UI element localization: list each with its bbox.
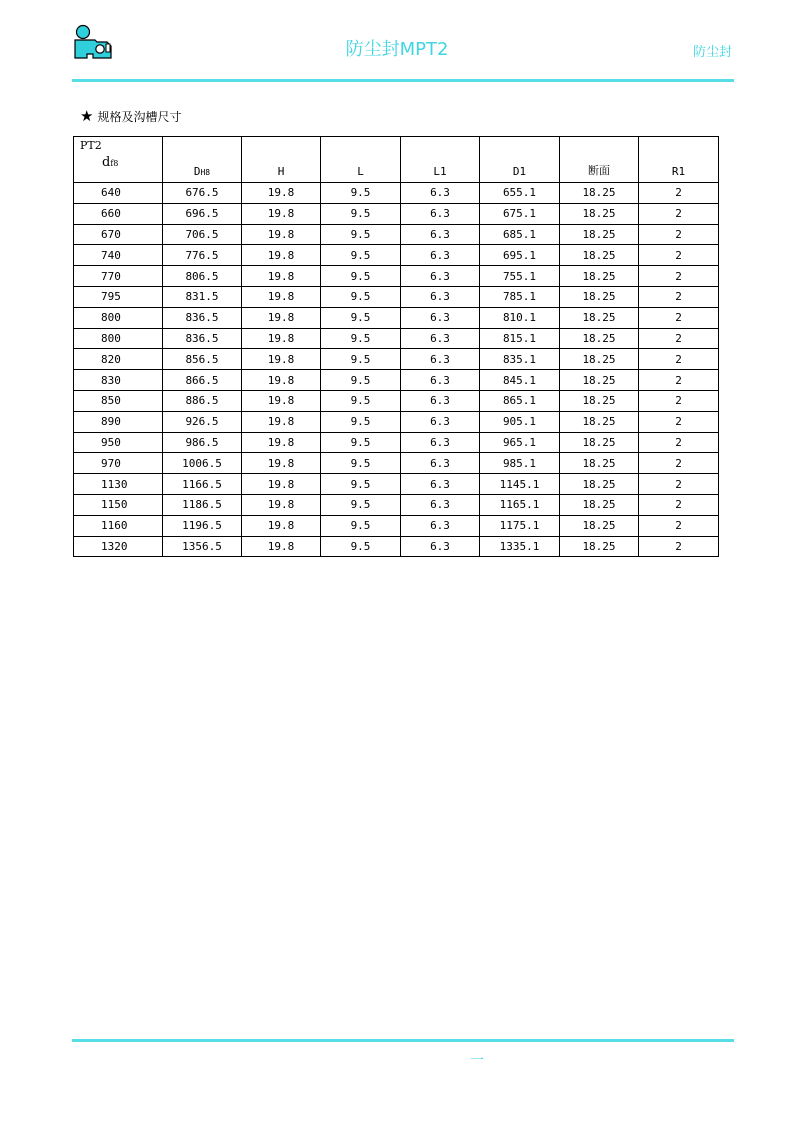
- table-cell: 820: [74, 349, 163, 370]
- table-cell: 740: [74, 245, 163, 266]
- table-cell: 2: [639, 266, 719, 287]
- section-heading: [80, 107, 181, 126]
- table-row: [74, 515, 719, 536]
- header-label-sub: H8: [200, 168, 211, 177]
- table-cell: 2: [639, 245, 719, 266]
- header-cell: [163, 137, 242, 183]
- table-cell: 890: [74, 411, 163, 432]
- table-cell: 836.5: [163, 307, 242, 328]
- table-row: [74, 245, 719, 266]
- table-cell: 18.25: [560, 432, 639, 453]
- table-cell: 1320: [74, 536, 163, 557]
- table-cell: 640: [74, 183, 163, 204]
- table-cell: 986.5: [163, 432, 242, 453]
- table-cell: 850: [74, 390, 163, 411]
- table-cell: 19.8: [242, 474, 321, 495]
- table-cell: 9.5: [321, 224, 401, 245]
- table-cell: 800: [74, 307, 163, 328]
- header-cell: [480, 137, 560, 183]
- table-cell: 2: [639, 307, 719, 328]
- table-cell: 19.8: [242, 203, 321, 224]
- table-cell: 9.5: [321, 453, 401, 474]
- table-cell: 6.3: [401, 474, 480, 495]
- table-cell: 19.8: [242, 453, 321, 474]
- table-cell: 865.1: [480, 390, 560, 411]
- table-cell: 2: [639, 494, 719, 515]
- table-cell: 675.1: [480, 203, 560, 224]
- table-cell: 785.1: [480, 286, 560, 307]
- page-number: 一: [470, 1053, 484, 1069]
- corner-d-main: d: [102, 155, 111, 170]
- table-cell: 831.5: [163, 286, 242, 307]
- table-cell: 6.3: [401, 432, 480, 453]
- table-cell: 6.3: [401, 183, 480, 204]
- table-cell: 19.8: [242, 245, 321, 266]
- table-cell: 815.1: [480, 328, 560, 349]
- table-row: [74, 203, 719, 224]
- section-heading-text: 规格及沟槽尺寸: [97, 110, 182, 124]
- star-icon: ★: [80, 107, 94, 125]
- table-cell: 9.5: [321, 245, 401, 266]
- table-cell: 6.3: [401, 390, 480, 411]
- table-cell: 19.8: [242, 349, 321, 370]
- corner-d-sub: f8: [110, 159, 119, 168]
- table-cell: 905.1: [480, 411, 560, 432]
- table-cell: 9.5: [321, 494, 401, 515]
- table-cell: 18.25: [560, 245, 639, 266]
- table-row: [74, 286, 719, 307]
- table-cell: 800: [74, 328, 163, 349]
- table-cell: 655.1: [480, 183, 560, 204]
- table-cell: 926.5: [163, 411, 242, 432]
- table-cell: 19.8: [242, 183, 321, 204]
- table-row: [74, 432, 719, 453]
- table-cell: 770: [74, 266, 163, 287]
- header-cell-corner: [74, 137, 163, 183]
- table-cell: 6.3: [401, 307, 480, 328]
- table-cell: 2: [639, 411, 719, 432]
- table-cell: 9.5: [321, 286, 401, 307]
- table-cell: 1165.1: [480, 494, 560, 515]
- table-cell: 2: [639, 286, 719, 307]
- table-cell: 9.5: [321, 266, 401, 287]
- table-cell: 866.5: [163, 370, 242, 391]
- table-cell: 2: [639, 515, 719, 536]
- table-cell: 2: [639, 224, 719, 245]
- table-cell: 696.5: [163, 203, 242, 224]
- table-row: [74, 411, 719, 432]
- table-cell: 6.3: [401, 349, 480, 370]
- table-cell: 19.8: [242, 286, 321, 307]
- table-cell: 6.3: [401, 411, 480, 432]
- table-cell: 9.5: [321, 349, 401, 370]
- table-cell: 695.1: [480, 245, 560, 266]
- table-cell: 19.8: [242, 390, 321, 411]
- table-cell: 19.8: [242, 370, 321, 391]
- table-cell: 9.5: [321, 390, 401, 411]
- table-cell: 2: [639, 349, 719, 370]
- spec-table-body: [74, 183, 719, 557]
- table-cell: 9.5: [321, 328, 401, 349]
- table-cell: 19.8: [242, 307, 321, 328]
- header-category-label: 防尘封: [692, 45, 732, 60]
- table-cell: 985.1: [480, 453, 560, 474]
- footer-divider: [72, 1039, 734, 1042]
- spec-table: [73, 136, 719, 557]
- table-row: [74, 224, 719, 245]
- table-cell: 19.8: [242, 494, 321, 515]
- table-cell: 776.5: [163, 245, 242, 266]
- table-cell: 970: [74, 453, 163, 474]
- table-cell: 1196.5: [163, 515, 242, 536]
- table-cell: 18.25: [560, 411, 639, 432]
- table-cell: 9.5: [321, 370, 401, 391]
- table-cell: 1150: [74, 494, 163, 515]
- table-cell: 6.3: [401, 286, 480, 307]
- table-cell: 965.1: [480, 432, 560, 453]
- table-cell: 18.25: [560, 286, 639, 307]
- table-cell: 845.1: [480, 370, 560, 391]
- table-cell: 1356.5: [163, 536, 242, 557]
- table-cell: 795: [74, 286, 163, 307]
- table-cell: 18.25: [560, 307, 639, 328]
- table-cell: 9.5: [321, 474, 401, 495]
- table-cell: 18.25: [560, 183, 639, 204]
- header-label: 断面: [588, 164, 610, 177]
- table-cell: 1160: [74, 515, 163, 536]
- table-cell: 6.3: [401, 536, 480, 557]
- corner-model-label: PT2: [80, 139, 102, 152]
- table-cell: 836.5: [163, 328, 242, 349]
- table-cell: 19.8: [242, 328, 321, 349]
- table-cell: 676.5: [163, 183, 242, 204]
- table-cell: 1006.5: [163, 453, 242, 474]
- table-cell: 9.5: [321, 183, 401, 204]
- table-cell: 2: [639, 453, 719, 474]
- table-row: [74, 266, 719, 287]
- table-cell: 19.8: [242, 224, 321, 245]
- table-cell: 18.25: [560, 328, 639, 349]
- table-cell: 18.25: [560, 536, 639, 557]
- table-cell: 2: [639, 432, 719, 453]
- table-cell: 950: [74, 432, 163, 453]
- header-cell: [242, 137, 321, 183]
- table-header-row: [74, 137, 719, 183]
- table-cell: 2: [639, 203, 719, 224]
- table-cell: 830: [74, 370, 163, 391]
- table-cell: 706.5: [163, 224, 242, 245]
- table-cell: 6.3: [401, 203, 480, 224]
- table-cell: 1166.5: [163, 474, 242, 495]
- table-row: [74, 494, 719, 515]
- table-cell: 755.1: [480, 266, 560, 287]
- table-cell: 18.25: [560, 474, 639, 495]
- table-cell: 18.25: [560, 453, 639, 474]
- table-cell: 1175.1: [480, 515, 560, 536]
- table-cell: 18.25: [560, 390, 639, 411]
- table-cell: 2: [639, 474, 719, 495]
- table-cell: 670: [74, 224, 163, 245]
- table-row: [74, 370, 719, 391]
- header-label: R1: [671, 165, 686, 178]
- table-cell: 19.8: [242, 536, 321, 557]
- table-cell: 660: [74, 203, 163, 224]
- table-row: [74, 307, 719, 328]
- table-cell: 18.25: [560, 266, 639, 287]
- header-cell: [401, 137, 480, 183]
- corner-d-label: [102, 155, 118, 170]
- table-cell: 19.8: [242, 432, 321, 453]
- table-cell: 19.8: [242, 266, 321, 287]
- header-label: D1: [512, 165, 527, 178]
- table-cell: 18.25: [560, 515, 639, 536]
- header-cell: [321, 137, 401, 183]
- table-row: [74, 474, 719, 495]
- table-cell: 810.1: [480, 307, 560, 328]
- table-row: [74, 183, 719, 204]
- table-cell: 9.5: [321, 203, 401, 224]
- table-cell: 18.25: [560, 224, 639, 245]
- header-label: H: [277, 165, 285, 178]
- table-cell: 6.3: [401, 224, 480, 245]
- table-cell: 6.3: [401, 494, 480, 515]
- table-cell: 886.5: [163, 390, 242, 411]
- table-cell: 835.1: [480, 349, 560, 370]
- table-cell: 2: [639, 536, 719, 557]
- page-title: 防尘封MPT2: [345, 39, 449, 60]
- table-cell: 6.3: [401, 245, 480, 266]
- table-cell: 9.5: [321, 307, 401, 328]
- table-row: [74, 328, 719, 349]
- table-cell: 2: [639, 370, 719, 391]
- header-divider: [72, 79, 734, 82]
- header-label: D: [193, 165, 201, 178]
- table-cell: 9.5: [321, 536, 401, 557]
- table-cell: 18.25: [560, 370, 639, 391]
- header-label: L1: [433, 165, 447, 178]
- table-cell: 6.3: [401, 266, 480, 287]
- table-cell: 6.3: [401, 453, 480, 474]
- table-cell: 2: [639, 390, 719, 411]
- table-cell: 18.25: [560, 203, 639, 224]
- table-cell: 9.5: [321, 411, 401, 432]
- header-label: L: [357, 165, 364, 178]
- table-row: [74, 536, 719, 557]
- table-row: [74, 453, 719, 474]
- table-cell: 806.5: [163, 266, 242, 287]
- table-cell: 18.25: [560, 349, 639, 370]
- header-cell: [639, 137, 719, 183]
- table-cell: 2: [639, 328, 719, 349]
- table-cell: 9.5: [321, 515, 401, 536]
- table-cell: 19.8: [242, 515, 321, 536]
- table-cell: 6.3: [401, 328, 480, 349]
- table-cell: 19.8: [242, 411, 321, 432]
- table-cell: 6.3: [401, 515, 480, 536]
- table-cell: 18.25: [560, 494, 639, 515]
- table-cell: 685.1: [480, 224, 560, 245]
- table-cell: 6.3: [401, 370, 480, 391]
- table-cell: 1186.5: [163, 494, 242, 515]
- table-row: [74, 390, 719, 411]
- table-cell: 2: [639, 183, 719, 204]
- table-row: [74, 349, 719, 370]
- table-cell: 1145.1: [480, 474, 560, 495]
- table-cell: 1130: [74, 474, 163, 495]
- table-cell: 9.5: [321, 432, 401, 453]
- table-cell: 1335.1: [480, 536, 560, 557]
- table-cell: 856.5: [163, 349, 242, 370]
- header-cell: [560, 137, 639, 183]
